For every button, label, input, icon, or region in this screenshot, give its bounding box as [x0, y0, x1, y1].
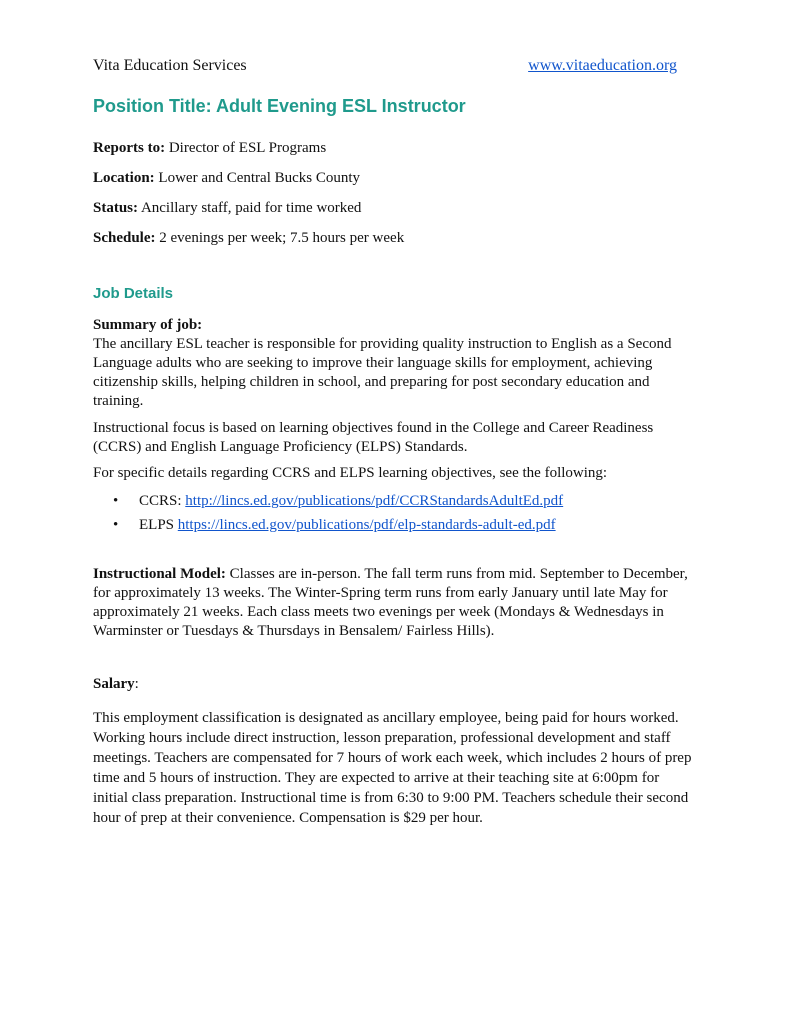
summary-label: Summary of job: — [93, 317, 203, 333]
instructional-model-section — [93, 565, 693, 641]
schedule-label: Schedule: — [93, 230, 156, 246]
website-link[interactable]: www.vitaeducation.org — [528, 57, 677, 74]
reports-to-field — [93, 138, 404, 168]
summary-text: The ancillary ESL teacher is responsible for providing quality instruction to English as a Second Language adults who are seeking to improve their language skills for employment, achieving citizenship skills, helping children in school, and preparing for post secondary education and training. — [93, 336, 672, 409]
schedule-value: 2 evenings per week; 7.5 hours per week — [155, 230, 405, 246]
list-item — [113, 492, 563, 516]
bullet-icon: • — [113, 517, 119, 533]
specific-details-text: For specific details regarding CCRS and ELPS learning objectives, see the following: — [93, 465, 608, 481]
salary-text: This employment classification is designated as ancillary employee, being paid for hours worked. Working hours include direct instruction, lesson preparation, professional development and staff meetings. Teachers are compensated for 7 hours of work each week, which includes 2 hours of prep time and 5 hours of instruction. They are expected to arrive at their teaching site at 6:00pm for initial class preparation. Instructional time is from 6:30 to 9:00 PM. Teachers schedule their second hour of prep at their convenience. Compensation is $29 per hour. — [93, 710, 692, 826]
focus-text: Instructional focus is based on learning objectives found in the College and Career Readiness (CCRS) and English Language Proficiency (ELPS) Standards. — [93, 420, 654, 455]
position-title: Position Title: Adult Evening ESL Instructor — [93, 96, 466, 116]
instructional-model-label: Instructional Model: — [93, 566, 226, 582]
ccrs-link[interactable]: http://lincs.ed.gov/publications/pdf/CCRStandardsAdultEd.pdf — [185, 493, 564, 509]
reports-to-value: Director of ESL Programs — [165, 140, 327, 156]
status-label: Status: — [93, 200, 139, 216]
salary-heading — [93, 676, 139, 693]
list-item — [113, 516, 563, 540]
schedule-field — [93, 228, 404, 258]
salary-label: Salary — [93, 676, 135, 692]
position-fields — [93, 138, 404, 258]
status-field — [93, 198, 404, 228]
location-value: Lower and Central Bucks County — [154, 170, 361, 186]
status-value: Ancillary staff, paid for time worked — [138, 200, 362, 216]
reports-to-label: Reports to: — [93, 140, 166, 156]
job-details-heading: Job Details — [93, 285, 174, 302]
summary-section — [93, 316, 693, 411]
org-name: Vita Education Services — [93, 57, 247, 74]
location-label: Location: — [93, 170, 155, 186]
page-header — [93, 57, 677, 75]
ccrs-label: CCRS: — [139, 493, 186, 509]
specific-details-section — [93, 464, 693, 483]
elps-label: ELPS — [139, 517, 178, 533]
instructional-model-text: Classes are in-person. The fall term runs from mid. September to December, for approximately 13 weeks. The Winter-Spring term runs from early January until late May for approximately 21 weeks. Each class meets two evenings per week (Mondays & Wednesdays in Warminster or Tuesdays & Thursdays in Bensalem/ Fairless Hills). — [93, 566, 688, 639]
salary-section — [93, 708, 693, 828]
location-field — [93, 168, 404, 198]
elps-link[interactable]: https://lincs.ed.gov/publications/pdf/elp-standards-adult-ed.pdf — [177, 517, 556, 533]
standards-links-list — [113, 492, 563, 540]
instructional-model-paragraph — [93, 565, 693, 641]
bullet-icon: • — [113, 493, 119, 509]
focus-section — [93, 419, 693, 457]
salary-colon: : — [134, 676, 139, 692]
